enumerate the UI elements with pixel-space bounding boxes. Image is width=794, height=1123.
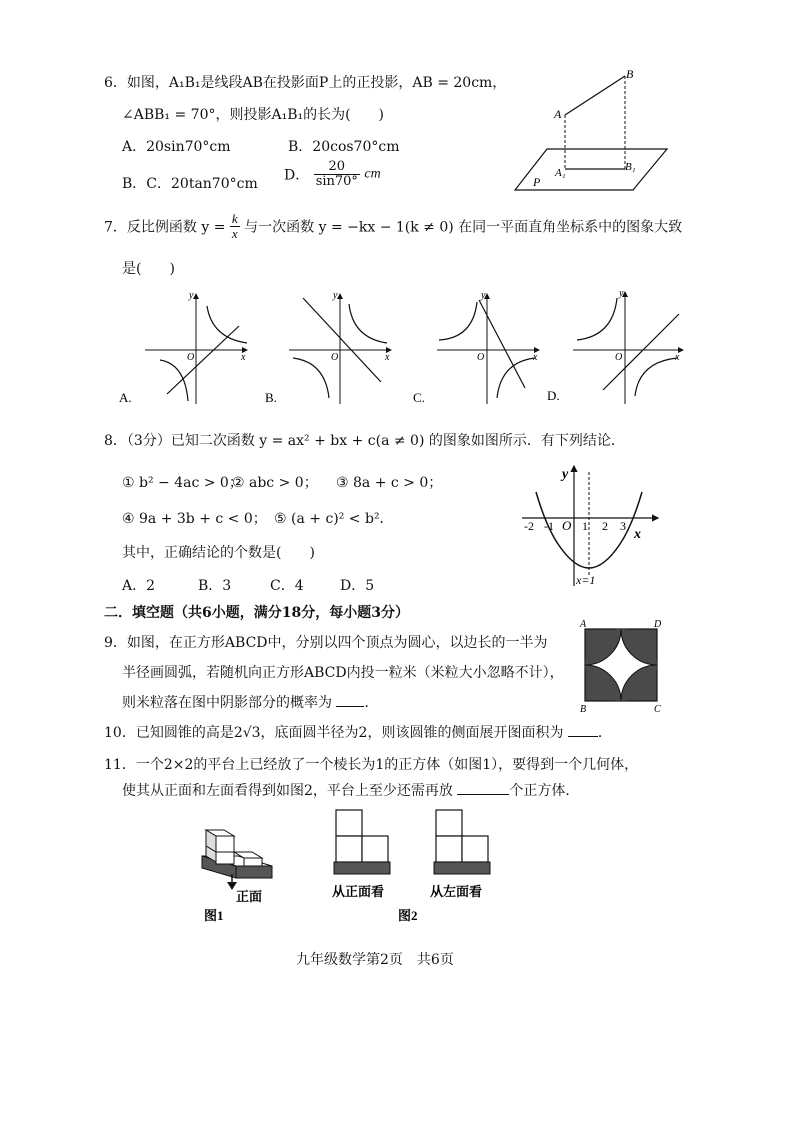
q7-graph-a (119, 290, 247, 405)
label-a1: A₁ (555, 167, 566, 179)
label-b: B (580, 704, 587, 715)
q7-fraction-numerator: k (231, 211, 238, 226)
tick-origin: O (562, 518, 572, 533)
q8-option-c: C．4 (270, 578, 304, 594)
graph-b-y: y (333, 290, 338, 301)
q8-conclusion-3: ③ 8a + c > 0； (336, 475, 443, 491)
label-b1: B₁ (625, 161, 636, 173)
q7-fraction (230, 212, 240, 241)
tick-3: 3 (620, 519, 626, 533)
q6-option-d-fraction (314, 160, 360, 189)
q8-parabola-figure (518, 462, 666, 590)
q6-line2: ∠ABB₁ = 70°，则投影A₁B₁的长为( ) (122, 107, 385, 123)
figure-2-caption: 图2 (398, 908, 418, 923)
q8-conclusion-5: ⑤ (a + c)² < b²． (274, 511, 394, 527)
q9-line1: 9．如图，在正方形ABCD中，分别以四个顶点为圆心，以边长的一半为 (104, 635, 548, 651)
q11-line2-end: 个正方体． (509, 783, 580, 799)
q11-line1: 11．一个2×2的平台上已经放了一个棱长为1的正方体（如图1），要得到一个几何体， (104, 757, 639, 773)
q8-option-d: D．5 (340, 578, 375, 594)
q8-option-a: A．2 (122, 578, 156, 594)
q10-text: 10．已知圆锥的高是2√3，底面圆半径为2，则该圆锥的侧面展开图面积为 (104, 725, 564, 741)
q6-line1: 6．如图，A₁B₁是线段AB在投影面P上的正投影，AB = 20cm， (104, 75, 507, 91)
tick-1: 1 (582, 519, 588, 533)
q9-square-figure (574, 616, 670, 716)
tick-neg2: -2 (524, 519, 534, 533)
graph-b-origin: O (331, 352, 339, 363)
q11-answer-blank[interactable] (457, 794, 509, 795)
label-p: P (533, 175, 541, 189)
q7-graph-c (413, 290, 539, 405)
tick-neg1: -1 (544, 519, 554, 533)
front-label: 正面 (236, 889, 263, 904)
graph-c-x: x (533, 352, 538, 363)
q7-text-b: 与一次函数 y = −kx − 1(k ≠ 0) 在同一平面直角坐标系中的图象大致 (244, 219, 683, 236)
q11-line2 (122, 780, 579, 800)
label-c: C (654, 704, 661, 715)
q9-answer-blank[interactable] (336, 706, 364, 707)
front-view-label: 从正面看 (332, 884, 385, 899)
tick-2: 2 (602, 519, 608, 533)
q9-line3 (122, 692, 378, 712)
q6-option-c: B．C．20tan70°cm (122, 176, 258, 192)
q11-figure-1 (196, 818, 280, 922)
q6-option-d-numerator: 20 (314, 160, 360, 175)
graph-d-label: D. (547, 388, 560, 403)
q7-graphs (115, 286, 695, 410)
page-footer: 九年级数学第2页 共6页 (296, 952, 454, 968)
graph-d-origin: O (615, 352, 623, 363)
segment-ab (565, 76, 625, 115)
q7-graph-d (547, 288, 683, 404)
q11-line2-text: 使其从正面和左面看得到如图2，平台上至少还需再放 (122, 783, 453, 799)
q8-question: 其中，正确结论的个数是( ) (122, 545, 315, 561)
label-a: A (554, 107, 562, 121)
graph-a-x: x (241, 352, 246, 363)
q7-text-a: 7．反比例函数 y = (104, 219, 226, 236)
graph-a-origin: O (187, 352, 195, 363)
q10-answer-blank[interactable] (568, 736, 598, 737)
q8-conclusion-4: ④ 9a + 3b + c < 0； (122, 511, 267, 527)
q6-option-d (284, 160, 381, 189)
q7-line2: 是( ) (122, 261, 175, 277)
graph-c-label: C. (413, 390, 425, 405)
axis-y-label: y (562, 467, 569, 482)
q9-line2: 半径画圆弧，若随机向正方形ABCD内投一粒米（米粒大小忽略不计）， (122, 665, 564, 681)
graph-a-label: A. (119, 390, 132, 405)
q8-conclusion-1: ① b² − 4ac > 0； (122, 475, 243, 491)
section-2-heading: 二．填空题（共6小题，满分18分，每小题3分） (104, 605, 409, 621)
q8-line1: 8．（3分）已知二次函数 y = ax² + bx + c(a ≠ 0) 的图象如图所示．有下列结论． (104, 433, 625, 449)
figure-1-caption: 图1 (204, 908, 224, 922)
axis-x-label: x (634, 527, 641, 542)
graph-d-y: y (619, 288, 624, 299)
q6-projection-figure (505, 66, 675, 196)
q6-option-d-label: D． (284, 167, 310, 184)
label-d: D (654, 619, 662, 630)
front-view (332, 810, 390, 899)
left-view-label: 从左面看 (430, 884, 483, 899)
q9-line3-end: ． (364, 695, 379, 711)
q7-fraction-denominator: x (231, 226, 238, 241)
q6-option-d-denominator: sin70° (315, 174, 358, 189)
q10-end: ． (597, 725, 612, 741)
graph-b-x: x (385, 352, 390, 363)
q6-option-a: A．20sin70°cm (122, 139, 231, 155)
q7-line1 (104, 212, 682, 241)
q8-conclusion-2: ② abc > 0； (232, 475, 318, 491)
graph-b-label: B. (265, 390, 277, 405)
symmetry-axis-label: x=1 (576, 573, 596, 587)
graph-a-y: y (189, 290, 194, 301)
q8-option-b: B．3 (198, 578, 232, 594)
graph-c-origin: O (477, 352, 485, 363)
graph-d-x: x (675, 352, 680, 363)
left-view (430, 810, 490, 899)
q6-option-d-unit: cm (364, 166, 381, 182)
q7-graph-b (265, 290, 391, 405)
q10-line (104, 722, 612, 742)
q9-line3-text: 则米粒落在图中阴影部分的概率为 (122, 695, 332, 711)
label-b: B (626, 67, 634, 81)
q11-figure-2 (326, 806, 506, 924)
label-a: A (580, 619, 587, 630)
graph-c-y: y (481, 290, 486, 301)
q6-option-b: B．20cos70°cm (288, 139, 400, 155)
